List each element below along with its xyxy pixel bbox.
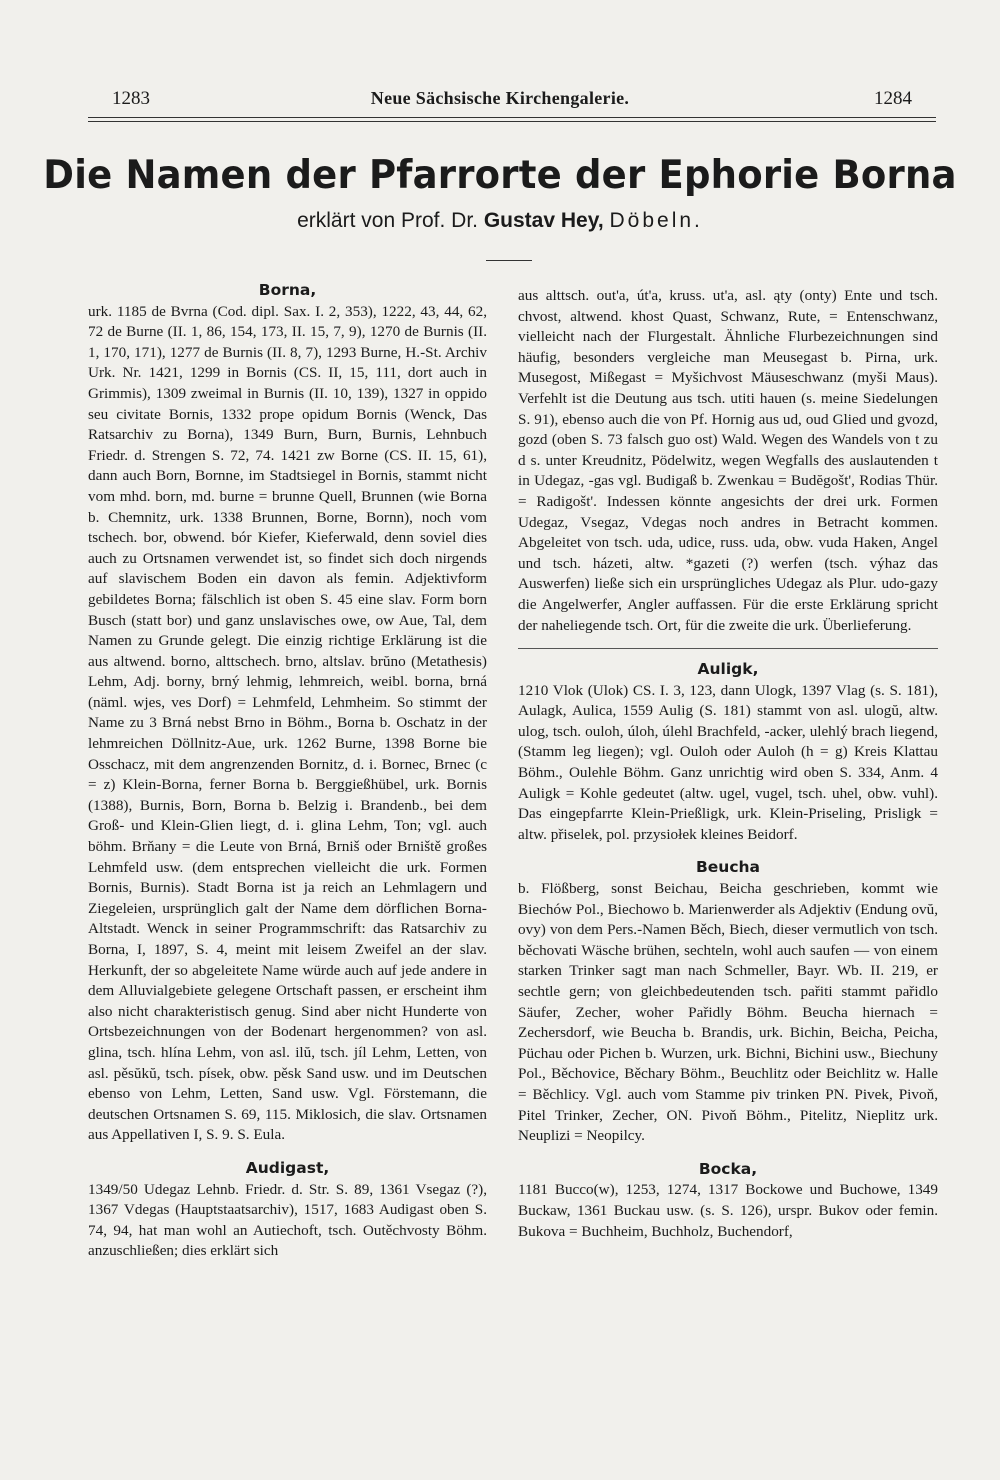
entry-text-bocka: 1181 Bucco(w), 1253, 1274, 1317 Bockowe und Buchowe, 1349 Buckaw, 1361 Buckau usw. (s. S. 126), urspr. Bukov oder femin. Bukova = Buchheim, Buchholz, Buchendorf, [518,1181,938,1240]
page-number-right: 1284 [874,88,912,109]
entry-separator [518,648,938,649]
running-title: Neue Sächsische Kirchengalerie. [370,88,630,108]
header-rule [88,117,936,118]
byline [0,209,1000,233]
entry-text-beucha: b. Flößberg, sonst Beichau, Beicha geschrieben, kommt wie Biechów Pol., Biechowo b. Marienwerder als Adjektiv (Endung ovŭ, ovy) von dem Pers.-Namen Běch, Biech, dieser vermutlich von tsch. běchovati Wäsche brühen, sechteln, wohl auch saufen — von einem starken Trinker sagt man nach Schmeller, Bayr. Wb. II. 219, er sechtle gern; von gleichbedeutenden tsch. pařiti stammt pařidlo Säufer, Zecher, woher Pařidly Böhm. Beucha hiernach = Zechersdorf, wie Beucha b. Brandis, urk. Bichin, Beicha, Peicha, Püchau oder Pichen b. Wurzen, urk. Bichni, Bichini usw., Biechuny Pol., Běchovice, Běchary Böhm., Beuchlitz oder Beichlitz w. Halle = Běchlicy. Vgl. auch vom Stamme piv trinken PN. Pivek, Pivoň, Pitel Trinker, Zecher, ON. Pivoň Böhm., Pitelitz, Nieplitz urk. Neuplizi = Neopilcy. [518,880,938,1145]
byline-author: Gustav Hey, [483,209,604,232]
entry-heading-audigast: Audigast, [245,1158,330,1177]
entry-heading-borna: Borna, [258,281,317,299]
entry-text-audigast-continued: aus alttsch. out'a, út'a, kruss. ut'a, asl. ąty (onty) Ente und tsch. chvost, altwend. khost Quast, Schwanz, Rute, = Entenschwanz, vielleicht nach der Flurgestalt. Ähnliche Flurbezeichnungen sind häufig, besonders vergleiche man Meusegast b. Pirna, urk. Musegost, Mißegast = Myšichvost Mäuseschwanz (myši Maus). Verfehlt ist die Deutung aus tsch. utiti hauen (s. meine Siedelungen S. 91), ebenso auch die von Pf. Hornig aus ud, oud Glied und gvozd, gozd (oben S. 73 falsch guo ost) Wald. Wegen des Wandels von t zu d s. unter Kreudnitz, Pödelwitz, wegen Wegfalls des auslautenden t in Udegaz, -gas vgl. Budigaß b. Zwenkau = Budĕgošt', Rodias Thür. = Radigošt'. Indessen könnte angesichts der drei urk. Formen Udegaz, Vsegaz, Vdegas noch andres in Betracht kommen. Abgeleitet von tsch. uda, udice, russ. uda, obw. vuda Haken, Angel und tsch. házeti, altw. *gazeti (?) werfen (tsch. výhaz das Auswerfen) ließe sich ein ursprüngliches Udegaz als Plur. udo-gazy die Angelwerfer, Angler auffassen. Für die erste Erklärung spricht der naheliegende tsch. Ort, für die zweite die urk. Überlieferung. [518,287,938,634]
header-rule-double [88,121,936,122]
article-title: Die Namen der Pfarrorte der Ephorie Borna [43,151,957,198]
entry-text-borna: urk. 1185 de Bvrna (Cod. dipl. Sax. I. 2, 353), 1222, 43, 44, 62, 72 de Burne (II. 1, 86, 154, 173, II. 15, 7, 9), 1270 de Burnis (II. 1, 170, 171), 1277 de Burnis (II. 8, 7), 1293 Burne, H.-St. Archiv Urk. Nr. 1421, 1299 in Bornis (CS. II, 15, 111, dort auch in Grimmis), 1309 zweimal in Burnis (II. 10, 139), 1327 in oppido seu civitate Bornis, 1332 prope opidum Bornis (Wenck, Das Ratsarchiv zu Borna), 1349 Burn, Burn, Burnis, Lehnbuch Friedr. d. Strengen S. 72, 74. 1421 zw Borne (CS. II. 15, 61), dann auch Born, Bornne, im Stadtsiegel in Bornis, stammt nicht vom mhd. born, md. burne = brunne Quell, Brunnen (wie Borna b. Chemnitz, urk. 1338 Brunnen, Borne, Bornn), noch vom tschech. bor, obwend. bór Kiefer, Kieferwald, denn soviel dies auch zu Ortsnamen verwendet ist, so findet sich doch nirgends auf slavischem Boden ein davon als femin. Adjektivform gebildetes Borna; fälschlich ist oben S. 45 eine slav. Form born Busch (statt bor) und ganz unslavisches owe, ow Aue, Tal, dem Namen zu Grunde gelegt. Die einzig richtige Erklärung ist die aus altwend. borno, alttschech. brno, altslav. brŭno (Metathesis) Lehm, Adj. borny, brný lehmig, lehmreich, weibl. borna, brná (näml. wjes, ves Dorf) = Lehmfeld, Lehmheim. So stimmt der Name zu 3 Brná nebst Brno in Böhm., Borna b. Oschatz in der lehmreichen Döllnitz-Aue, urk. 1262 Burne, 1398 Borne bie Osschacz, mit dem angrenzenden Bornitz, d. i. Bornec, Brnec (c = z) Klein-Borna, ferner Borna b. Berggießhübel, urk. Bornis (1388), Burnis, Born, Borna b. Belzig i. Brandenb., bei dem Groß- und Klein-Glien liegt, d. i. glina Lehm, Ton; vgl. auch böhm. Brňany = die Leute von Brná, Brniš oder Brniště großes Lehmfeld usw. (dem entsprechen vielleicht die urk. Formen Bornis, Burnis). Stadt Borna ist ja reich an Lehmlagern und Ziegeleien, ursprünglich galt der Name dem dörflichen Borna-Altstadt. Wenck in seiner Programmschrift: das Ratsarchiv zu Borna, I, 1897, S. 4, meint mit leisem Zweifel an der slav. Herkunft, der so abgeleitete Name würde auch auf jede andere in dem Alluvialgebiete gelegene Ortschaft passen, er erscheint ihm also nicht charakteristisch genug. Sind aber nicht Hunderte von Ortsbezeichnungen von der Bodenart hergenommen? von asl. glina, tsch. hlína Lehm, von asl. ilŭ, tsch. jíl Lehm, Letten, von asl. pěsŭkŭ, tsch. písek, obw. pěsk Sand usw. und im Deutschen ebenso von Lehm, Letten, Sand usw. Vgl. Förstemann, die deutschen Ortsnamen S. 69, 115. Miklosich, die slav. Ortsnamen aus Appellativen I, S. 9. S. Eula. [88,302,487,1144]
title-separator [486,260,532,261]
page-number-left: 1283 [112,88,150,109]
byline-place: Döbeln. [609,209,703,232]
entry-heading-bocka: Bocka, [698,1159,758,1178]
entry-heading-beucha: Beucha [695,858,761,877]
entry-heading-auligk: Auligk, [697,660,759,679]
left-column [88,280,487,1274]
entry-text-audigast: 1349/50 Udegaz Lehnb. Friedr. d. Str. S. 89, 1361 Vsegaz (?), 1367 Vdegas (Hauptstaatsarchiv), 1517, 1683 Audigast oben S. 74, 94, hat man wohl an Autiechoft, tsch. Outěchvosty Böhm. anzuschließen; dies erklärt sich [88,1180,487,1260]
byline-prefix: erklärt von Prof. Dr. [297,209,478,232]
entry-text-auligk: 1210 Vlok (Ulok) CS. I. 3, 123, dann Ulogk, 1397 Vlag (s. S. 181), Aulagk, Aulica, 1559 Aulig (S. 181) stammt von asl. ulogŭ, altw. ulog, tsch. ouloh, úloh, úlehl Brachfeld, -acker, ulehlý brach liegend, (Stamm leg liegen); vgl. Ouloh oder Auloh (h = g) Kreis Klattau Böhm., Oulehle Böhm. Ganz unrichtig wird oben S. 334, Anm. 4 Auligk = Kohle gedeutet (altw. ugel, vugel, tsch. uhel, obw. vuhl). Das eingepfarrte Klein-Prießligk, urk. Klein-Priseling, Prisligk = altw. přiselek, pol. przysiołek kleines Beidorf. [518,681,938,843]
right-column [518,286,938,1254]
